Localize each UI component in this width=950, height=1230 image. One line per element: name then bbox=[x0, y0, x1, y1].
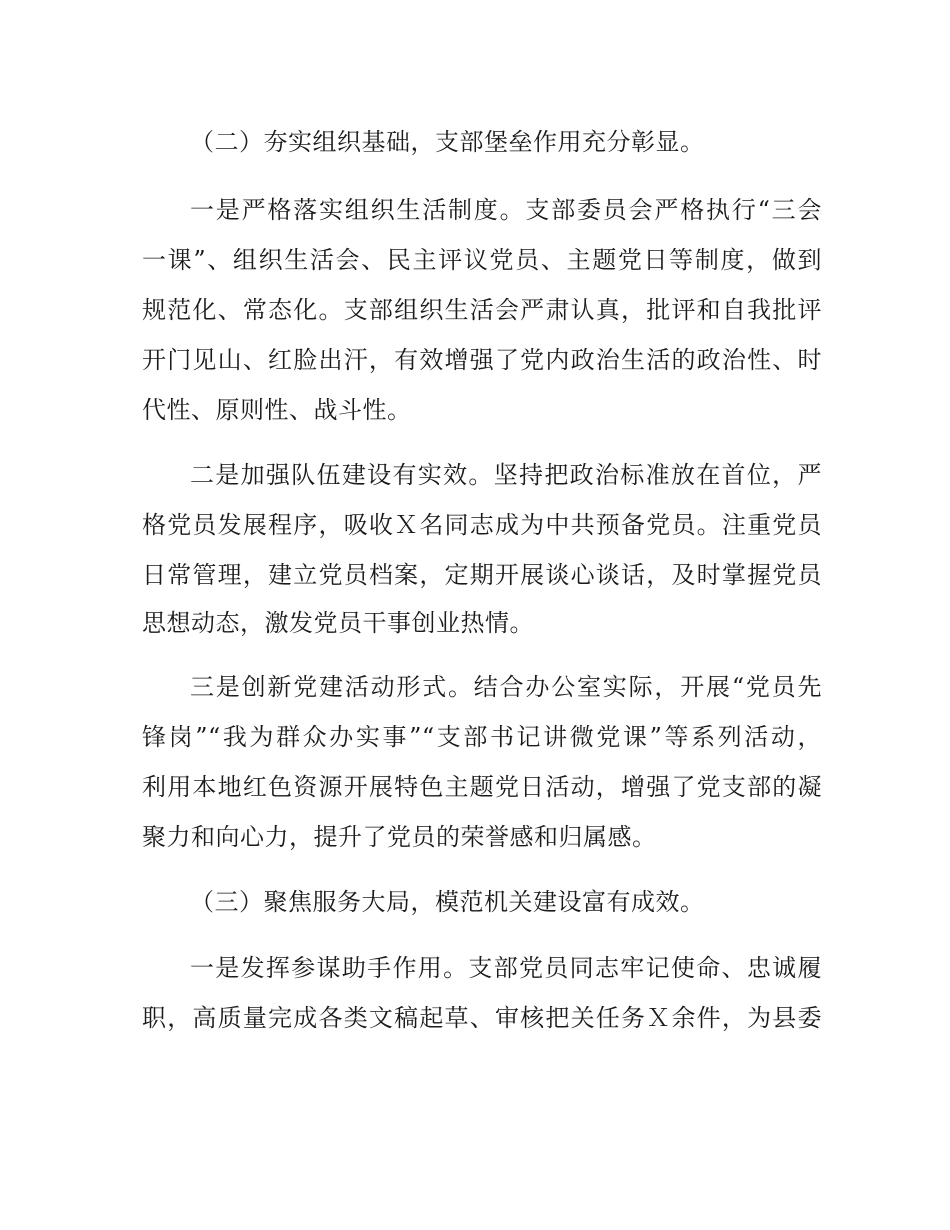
paragraph-line: 二是加强队伍建设有实效。坚持把政治标准放在首位，严 bbox=[190, 461, 822, 489]
paragraph-line: 职，高质量完成各类文稿起草、审核把关任务Ｘ余件，为县委 bbox=[142, 1004, 822, 1032]
paragraph-line: 日常管理，建立党员档案，定期开展谈心谈话，及时掌握党员 bbox=[142, 561, 822, 589]
paragraph-line: 一课”、组织生活会、民主评议党员、主题党日等制度，做到 bbox=[142, 246, 822, 274]
paragraph-line: 利用本地红色资源开展特色主题党日活动，增强了党支部的凝 bbox=[142, 773, 822, 801]
section-heading: （三）聚焦服务大局，模范机关建设富有成效。 bbox=[190, 888, 705, 916]
paragraph-line: 三是创新党建活动形式。结合办公室实际，开展“党员先 bbox=[190, 673, 822, 701]
section-heading: （二）夯实组织基础，支部堡垒作用充分彰显。 bbox=[190, 128, 705, 156]
paragraph-line: 聚力和向心力，提升了党员的荣誉感和归属感。 bbox=[142, 823, 657, 851]
paragraph-line: 格党员发展程序，吸收Ｘ名同志成为中共预备党员。注重党员 bbox=[142, 511, 822, 539]
paragraph-line: 锋岗”“我为群众办实事”“支部书记讲微党课”等系列活动， bbox=[142, 723, 822, 751]
paragraph-line: 一是严格落实组织生活制度。支部委员会严格执行“三会 bbox=[190, 196, 822, 224]
paragraph-line: 规范化、常态化。支部组织生活会严肃认真，批评和自我批评 bbox=[142, 296, 822, 324]
paragraph-line: 代性、原则性、战斗性。 bbox=[142, 396, 412, 424]
paragraph-line: 思想动态，激发党员干事创业热情。 bbox=[142, 609, 534, 637]
paragraph-line: 一是发挥参谋助手作用。支部党员同志牢记使命、忠诚履 bbox=[190, 954, 822, 982]
paragraph-line: 开门见山、红脸出汗，有效增强了党内政治生活的政治性、时 bbox=[142, 346, 822, 374]
